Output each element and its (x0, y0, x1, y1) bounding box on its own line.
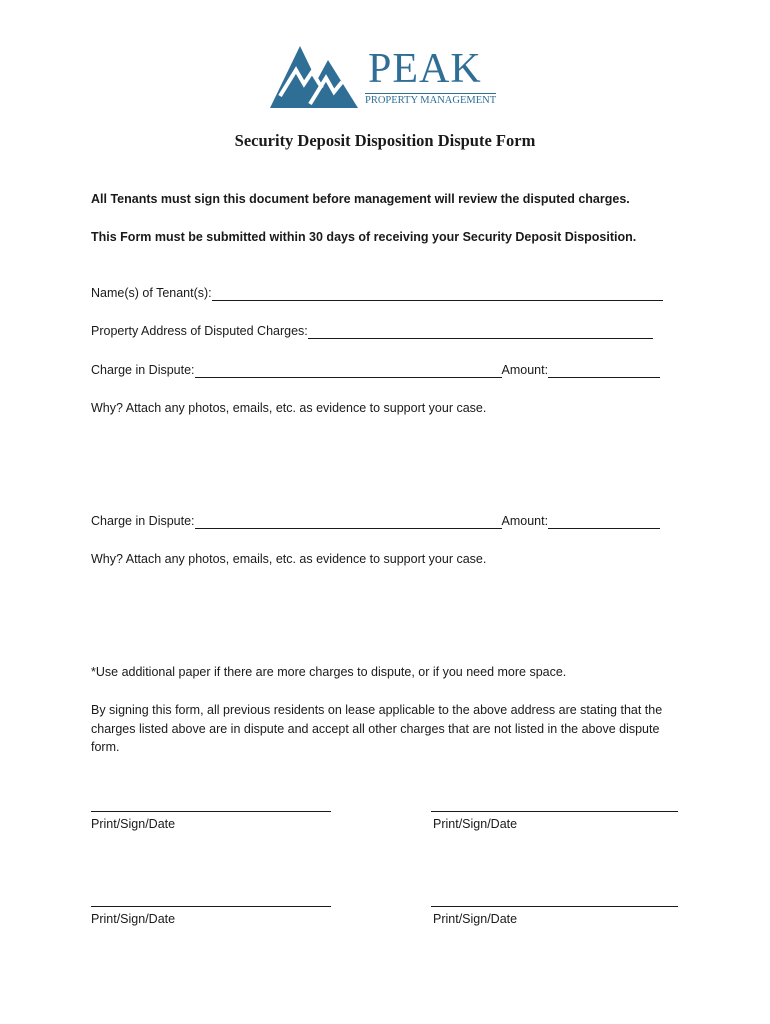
amount-label-2: Amount: (501, 514, 549, 528)
why-instructions-1: Why? Attach any photos, emails, etc. as evidence to support your case. (91, 401, 487, 415)
signature-line-1[interactable] (91, 811, 331, 812)
tenant-names-label: Name(s) of Tenant(s): (91, 286, 212, 300)
logo-brand-name: PEAK (368, 46, 482, 92)
notice-sign-requirement: All Tenants must sign this document before management will review the disputed charges. (91, 192, 630, 206)
signature-line-4[interactable] (431, 906, 678, 907)
signature-label-1: Print/Sign/Date (91, 817, 176, 831)
company-logo (270, 44, 505, 110)
signature-line-3[interactable] (91, 906, 331, 907)
property-address-blank[interactable] (308, 325, 653, 339)
form-title: Security Deposit Disposition Dispute Form (234, 131, 536, 150)
charge-dispute-field-2 (91, 513, 660, 529)
tenant-names-blank[interactable] (212, 287, 663, 301)
signature-line-2[interactable] (431, 811, 678, 812)
signature-label-4: Print/Sign/Date (433, 912, 518, 926)
charge-blank-2[interactable] (195, 515, 502, 529)
property-address-field (91, 323, 653, 339)
charge-blank-1[interactable] (195, 364, 502, 378)
signature-label-3: Print/Sign/Date (91, 912, 176, 926)
amount-blank-2[interactable] (548, 515, 660, 529)
tenant-names-field (91, 285, 663, 301)
charge-dispute-field-1 (91, 362, 660, 378)
amount-label-1: Amount: (501, 363, 549, 377)
additional-paper-note: *Use additional paper if there are more charges to dispute, or if you need more space. (91, 665, 567, 679)
property-address-label: Property Address of Disputed Charges: (91, 324, 308, 338)
charge-label-2: Charge in Dispute: (91, 514, 195, 528)
why-instructions-2: Why? Attach any photos, emails, etc. as evidence to support your case. (91, 552, 487, 566)
charge-label-1: Charge in Dispute: (91, 363, 195, 377)
signature-label-2: Print/Sign/Date (433, 817, 518, 831)
amount-blank-1[interactable] (548, 364, 660, 378)
notice-deadline: This Form must be submitted within 30 days of receiving your Security Deposit Disposition. (91, 230, 637, 244)
logo-brand-subtitle: PROPERTY MANAGEMENT (365, 95, 497, 106)
agreement-statement: By signing this form, all previous residents on lease applicable to the above address are stating that the charges listed above are in dispute and accept all other charges that are not listed in the above dispute form. (91, 703, 663, 754)
mountain-logo-icon (270, 44, 365, 110)
